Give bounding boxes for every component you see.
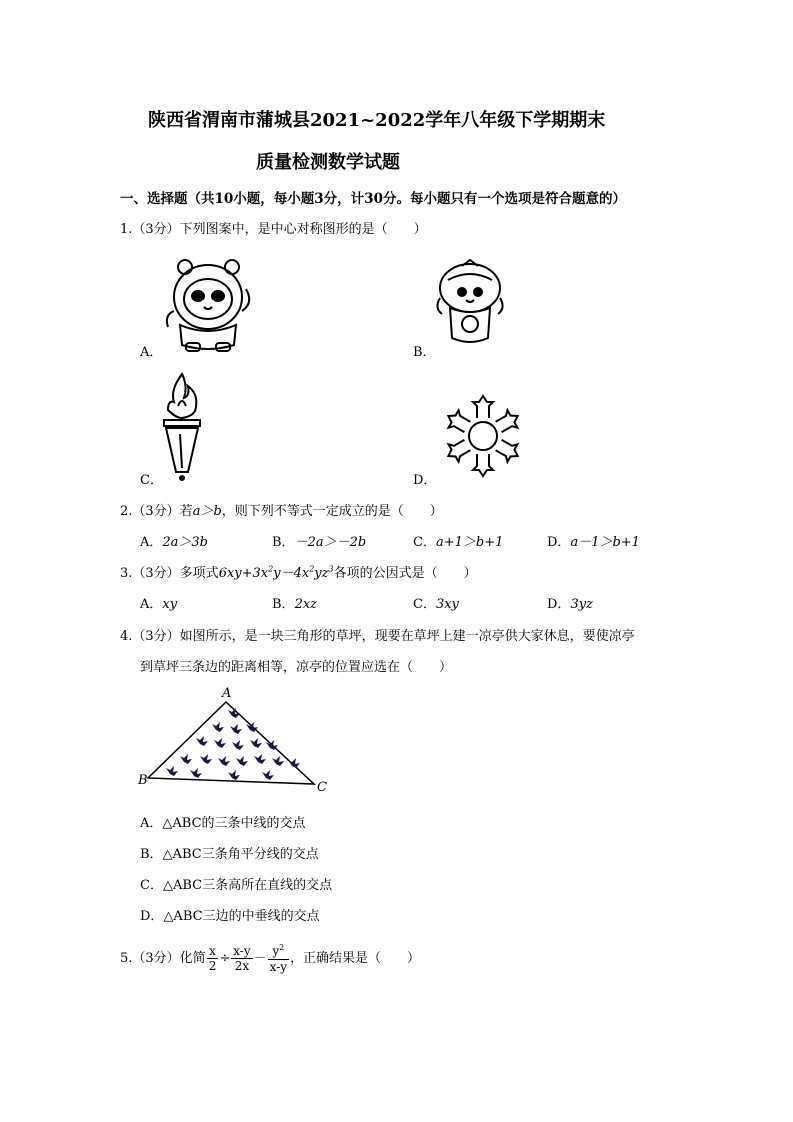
q4-option-a[interactable] xyxy=(140,812,306,831)
page-title: 陕西省渭南市蒲城县2021~2022学年八年级下学期期末 xyxy=(148,110,606,131)
section-heading: 一、选择题（共10小题，每小题3分，计30分。每小题只有一个选项是符合题意的） xyxy=(120,191,626,207)
question-3-stem xyxy=(120,562,477,581)
vertex-c-label: C xyxy=(317,780,327,795)
option-label: B． xyxy=(272,597,295,612)
q3-option-b[interactable] xyxy=(272,593,317,612)
q3-option-d[interactable] xyxy=(547,593,593,612)
numerator-exponent: 2 xyxy=(279,943,285,952)
question-5-stem xyxy=(120,944,420,973)
snowflake-icon[interactable] xyxy=(438,395,528,477)
q1-option-c-label[interactable]: C． xyxy=(140,473,163,488)
option-text: 3xy xyxy=(435,597,459,612)
option-text: －2a＞－2b xyxy=(294,535,367,550)
torch-icon[interactable] xyxy=(160,372,205,484)
q2-condition: a＞b xyxy=(192,504,222,519)
option-text: a+1＞b+1 xyxy=(435,535,504,550)
option-label: D． xyxy=(547,535,571,550)
option-label: C． xyxy=(140,878,163,893)
q2-stem-prefix: 2.（3分）若 xyxy=(120,504,193,519)
panda-mascot-icon[interactable] xyxy=(160,255,255,355)
q4-option-b[interactable] xyxy=(140,843,319,862)
option-text: 2a＞3b xyxy=(162,535,209,550)
q2-stem-suffix: ，则下列不等式一定成立的是（ ） xyxy=(221,504,443,519)
q5-fraction-2 xyxy=(231,945,252,973)
minus-sign: － xyxy=(253,951,267,967)
option-text: a－1＞b+1 xyxy=(570,535,640,550)
vertex-b-label: B xyxy=(138,773,148,788)
triangle-lawn-figure xyxy=(134,686,334,796)
option-label: C． xyxy=(413,597,436,612)
q4-option-c[interactable] xyxy=(140,874,332,893)
fraction-numerator: x-y xyxy=(233,943,251,958)
question-4-stem-line2: 到草坪三条边的距离相等，凉亭的位置应选在（ ） xyxy=(140,660,453,675)
vertex-a-label: A xyxy=(222,686,232,701)
option-text: △ABC三边的中垂线的交点 xyxy=(163,909,320,924)
fraction-numerator xyxy=(268,944,289,960)
option-label: D． xyxy=(140,909,164,924)
q2-option-d[interactable] xyxy=(547,531,640,550)
q2-option-b[interactable] xyxy=(272,531,366,550)
q2-option-c[interactable] xyxy=(413,531,503,550)
q5-fraction-3 xyxy=(268,944,289,973)
page-subtitle: 质量检测数学试题 xyxy=(256,152,400,173)
option-text: △ABC的三条中线的交点 xyxy=(162,816,306,831)
q1-option-d-label[interactable]: D． xyxy=(413,473,437,488)
fraction-denominator: 2x xyxy=(234,959,250,974)
q2-option-a[interactable] xyxy=(140,531,208,550)
q3-stem-suffix: 各项的公因式是（ ） xyxy=(333,566,477,581)
q1-option-a-label[interactable]: A． xyxy=(140,345,163,360)
q3-option-c[interactable] xyxy=(413,593,459,612)
q5-stem-suffix: ，正确结果是（ ） xyxy=(290,951,421,967)
option-label: D． xyxy=(547,597,571,612)
grass-tufts xyxy=(166,708,300,780)
fraction-numerator: x xyxy=(207,945,219,960)
q3-polynomial: $6xy+3x^2y-4x^2yz^3$ xyxy=(218,564,334,581)
fraction-denominator: x-y xyxy=(269,959,288,974)
option-label: B． xyxy=(272,535,295,550)
option-label: A． xyxy=(140,535,163,550)
option-label: A． xyxy=(140,597,163,612)
option-text: △ABC三条高所在直线的交点 xyxy=(162,878,333,893)
q3-option-a[interactable] xyxy=(140,593,177,612)
q5-fraction-1 xyxy=(207,945,219,973)
option-text: 3yz xyxy=(570,597,593,612)
option-label: A． xyxy=(140,816,163,831)
q5-stem-prefix: 5.（3分）化简 xyxy=(120,951,206,967)
question-4-stem-line1: 4.（3分）如图所示，是一块三角形的草坪，现要在草坪上建一凉亭供大家休息，要使凉亭 xyxy=(120,629,635,644)
option-text: △ABC三条角平分线的交点 xyxy=(162,847,319,862)
fraction-denominator: 2 xyxy=(208,959,217,974)
question-2-stem xyxy=(120,500,443,519)
option-text: xy xyxy=(162,597,178,612)
lantern-mascot-icon[interactable] xyxy=(432,258,507,353)
option-text: 2xz xyxy=(294,597,318,612)
q3-stem-prefix: 3.（3分）多项式 xyxy=(120,566,219,581)
option-label: B． xyxy=(140,847,163,862)
q1-option-b-label[interactable]: B． xyxy=(413,345,436,360)
divide-sign: ÷ xyxy=(219,951,231,967)
numerator-base: y xyxy=(272,944,280,958)
q4-option-d[interactable] xyxy=(140,905,320,924)
option-label: C． xyxy=(413,535,436,550)
question-1-stem: 1.（3分）下列图案中，是中心对称图形的是（ ） xyxy=(120,222,427,237)
